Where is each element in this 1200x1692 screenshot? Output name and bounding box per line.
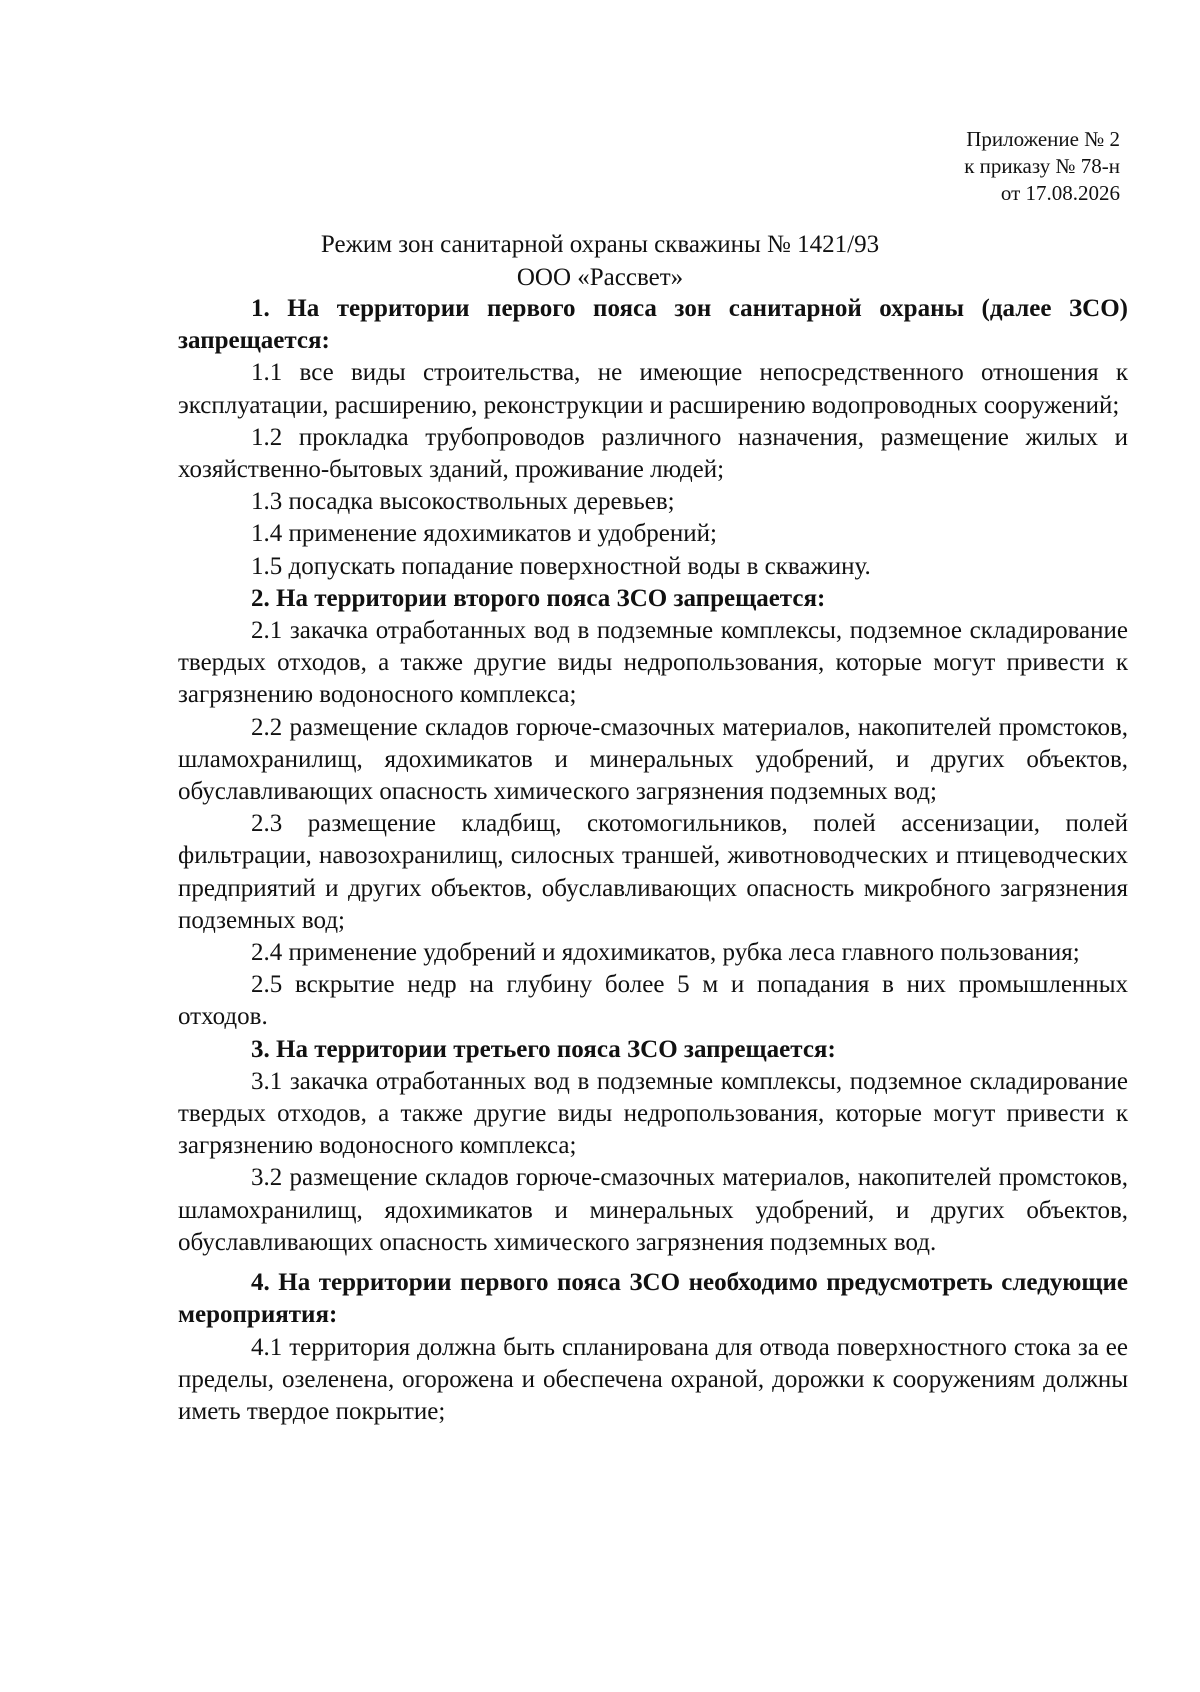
paragraph-3-2: 3.2 размещение складов горюче-смазочных материалов, накопителей промстоков, шламохранилищ, ядохимикатов и минеральных удобрений, и других объектов, обуславливающих опасность химического загрязнения подземных вод.: [178, 1164, 1128, 1256]
title-line-regime: Режим зон санитарной охраны скважины № 1421/93: [320, 231, 880, 258]
paragraph-2-3: 2.3 размещение кладбищ, скотомогильников, полей ассенизации, полей фильтрации, навозохранилищ, силосных траншей, животноводческих и птицеводческих предприятий и других объектов, обуславливающих опасность микробного загрязнения подземных вод;: [178, 810, 1128, 934]
annex-number: Приложение № 2: [966, 127, 1120, 151]
paragraph-2-1: 2.1 закачка отработанных вод в подземные комплексы, подземное складирование твердых отходов, а также другие виды недропользования, которые могут привести к загрязнению водоносного комплекса;: [178, 617, 1128, 709]
section-heading-3: 3. На территории третьего пояса ЗСО запрещается:: [251, 1035, 836, 1063]
paragraph-3-1: 3.1 закачка отработанных вод в подземные комплексы, подземное складирование твердых отходов, а также другие виды недропользования, которые могут привести к загрязнению водоносного комплекса;: [178, 1067, 1128, 1160]
document-title: [0, 228, 1200, 294]
annex-order: к приказу № 78-н: [964, 154, 1120, 178]
paragraph-2-5: 2.5 вскрытие недр на глубину более 5 м и попадания в них промышленных отходов.: [178, 971, 1128, 1031]
section-heading-2: 2. На территории второго пояса ЗСО запрещается:: [251, 584, 826, 612]
paragraph-1-2: 1.2 прокладка трубопроводов различного назначения, размещение жилых и хозяйственно-бытовых зданий, проживание людей;: [178, 423, 1128, 484]
section-heading-1: 1. На территории первого пояса зон санитарной охраны (далее ЗСО) запрещается:: [178, 295, 1128, 355]
paragraph-4-1: 4.1 территория должна быть спланирована для отвода поверхностного стока за ее пределы, озеленена, огорожена и обеспечена охраной, дорожки к сооружениям должны иметь твердое покрытие;: [178, 1333, 1128, 1425]
annex-date: от 17.08.2026: [1000, 181, 1120, 205]
paragraph-2-2: 2.2 размещение складов горюче-смазочных материалов, накопителей промстоков, шламохранилищ, ядохимикатов и минеральных удобрений, и других объектов, обуславливающих опасность химического загрязнения подземных вод;: [178, 713, 1128, 806]
section-heading-4: 4. На территории первого пояса ЗСО необходимо предусмотреть следующие мероприятия:: [178, 1269, 1128, 1329]
annex-reference: [964, 126, 1120, 207]
paragraph-2-4: 2.4 применение удобрений и ядохимикатов, рубка леса главного пользования;: [251, 939, 1080, 967]
paragraph-1-4: 1.4 применение ядохимикатов и удобрений;: [251, 520, 717, 548]
document-body: [178, 293, 1128, 1428]
title-line-organization: ООО «Рассвет»: [516, 264, 684, 291]
paragraph-1-5: 1.5 допускать попадание поверхностной воды в скважину.: [251, 552, 871, 580]
paragraph-1-3: 1.3 посадка высокоствольных деревьев;: [251, 488, 675, 516]
paragraph-1-1: 1.1 все виды строительства, не имеющие непосредственного отношения к эксплуатации, расширению, реконструкции и расширению водопроводных сооружений;: [178, 359, 1128, 419]
